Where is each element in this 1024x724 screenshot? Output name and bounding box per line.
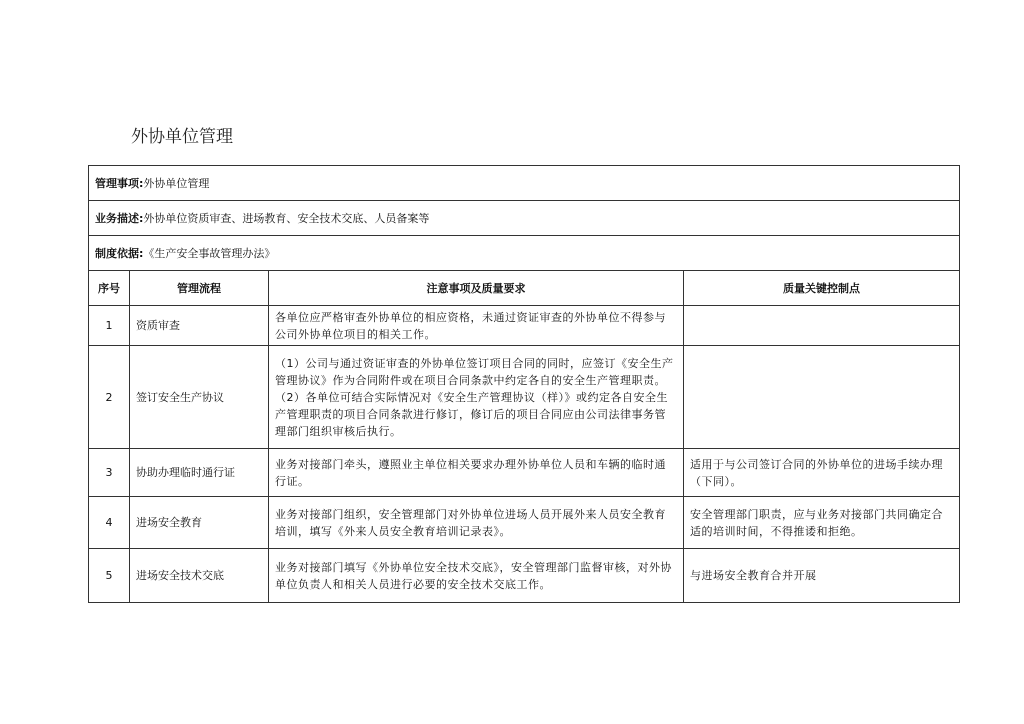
row-key-point xyxy=(684,346,960,449)
description-value: 外协单位资质审查、进场教育、安全技术交底、人员备案等 xyxy=(143,211,430,225)
table-row xyxy=(89,306,960,346)
table-row xyxy=(89,346,960,449)
row-key-point: 安全管理部门职责，应与业务对接部门共同确定合适的培训时间，不得推诿和拒绝。 xyxy=(684,497,960,549)
column-header-row xyxy=(89,271,960,306)
row-notes: 各单位应严格审查外协单位的相应资格，未通过资证审查的外协单位不得参与公司外协单位项目的相关工作。 xyxy=(269,306,684,346)
management-table xyxy=(88,165,960,603)
row-number: 5 xyxy=(89,549,130,603)
basis-label: 制度依据: xyxy=(95,246,144,260)
matter-label: 管理事项: xyxy=(95,176,144,190)
document-title: 外协单位管理 xyxy=(131,127,233,147)
column-header-key-points: 质量关键控制点 xyxy=(684,271,960,306)
table-row xyxy=(89,549,960,603)
description-label: 业务描述: xyxy=(95,211,144,225)
row-note-item: （1）公司与通过资证审查的外协单位签订项目合同的同时，应签订《安全生产管理协议》作为合同附件或在项目合同条款中约定各自的安全生产管理职责。 xyxy=(275,356,674,387)
column-header-num: 序号 xyxy=(89,271,130,306)
business-description-row xyxy=(89,201,960,236)
row-process: 进场安全技术交底 xyxy=(130,549,269,603)
row-process: 进场安全教育 xyxy=(130,497,269,549)
table-row xyxy=(89,497,960,549)
row-number: 4 xyxy=(89,497,130,549)
column-header-process: 管理流程 xyxy=(130,271,269,306)
row-number: 2 xyxy=(89,346,130,449)
row-notes: 业务对接部门牵头，遵照业主单位相关要求办理外协单位人员和车辆的临时通行证。 xyxy=(269,449,684,497)
column-header-notes: 注意事项及质量要求 xyxy=(269,271,684,306)
basis-value: 《生产安全事故管理办法》 xyxy=(143,246,276,260)
row-key-point xyxy=(684,306,960,346)
row-number: 3 xyxy=(89,449,130,497)
row-number: 1 xyxy=(89,306,130,346)
table-row xyxy=(89,449,960,497)
row-process: 协助办理临时通行证 xyxy=(130,449,269,497)
row-process: 资质审查 xyxy=(130,306,269,346)
management-matter-row xyxy=(89,166,960,201)
row-key-point: 适用于与公司签订合同的外协单位的进场手续办理（下同）。 xyxy=(684,449,960,497)
row-key-point: 与进场安全教育合并开展 xyxy=(684,549,960,603)
row-notes: 业务对接部门组织，安全管理部门对外协单位进场人员开展外来人员安全教育培训，填写《外来人员安全教育培训记录表》。 xyxy=(269,497,684,549)
row-notes xyxy=(269,346,684,449)
regulation-basis-row xyxy=(89,236,960,271)
row-process: 签订安全生产协议 xyxy=(130,346,269,449)
row-note-item: （2）各单位可结合实际情况对《安全生产管理协议（样）》或约定各自安全生产管理职责的项目合同条款进行修订，修订后的项目合同应由公司法律事务管理部门组织审核后执行。 xyxy=(275,390,668,438)
row-notes: 业务对接部门填写《外协单位安全技术交底》，安全管理部门监督审核，对外协单位负责人和相关人员进行必要的安全技术交底工作。 xyxy=(269,549,684,603)
matter-value: 外协单位管理 xyxy=(143,176,210,190)
